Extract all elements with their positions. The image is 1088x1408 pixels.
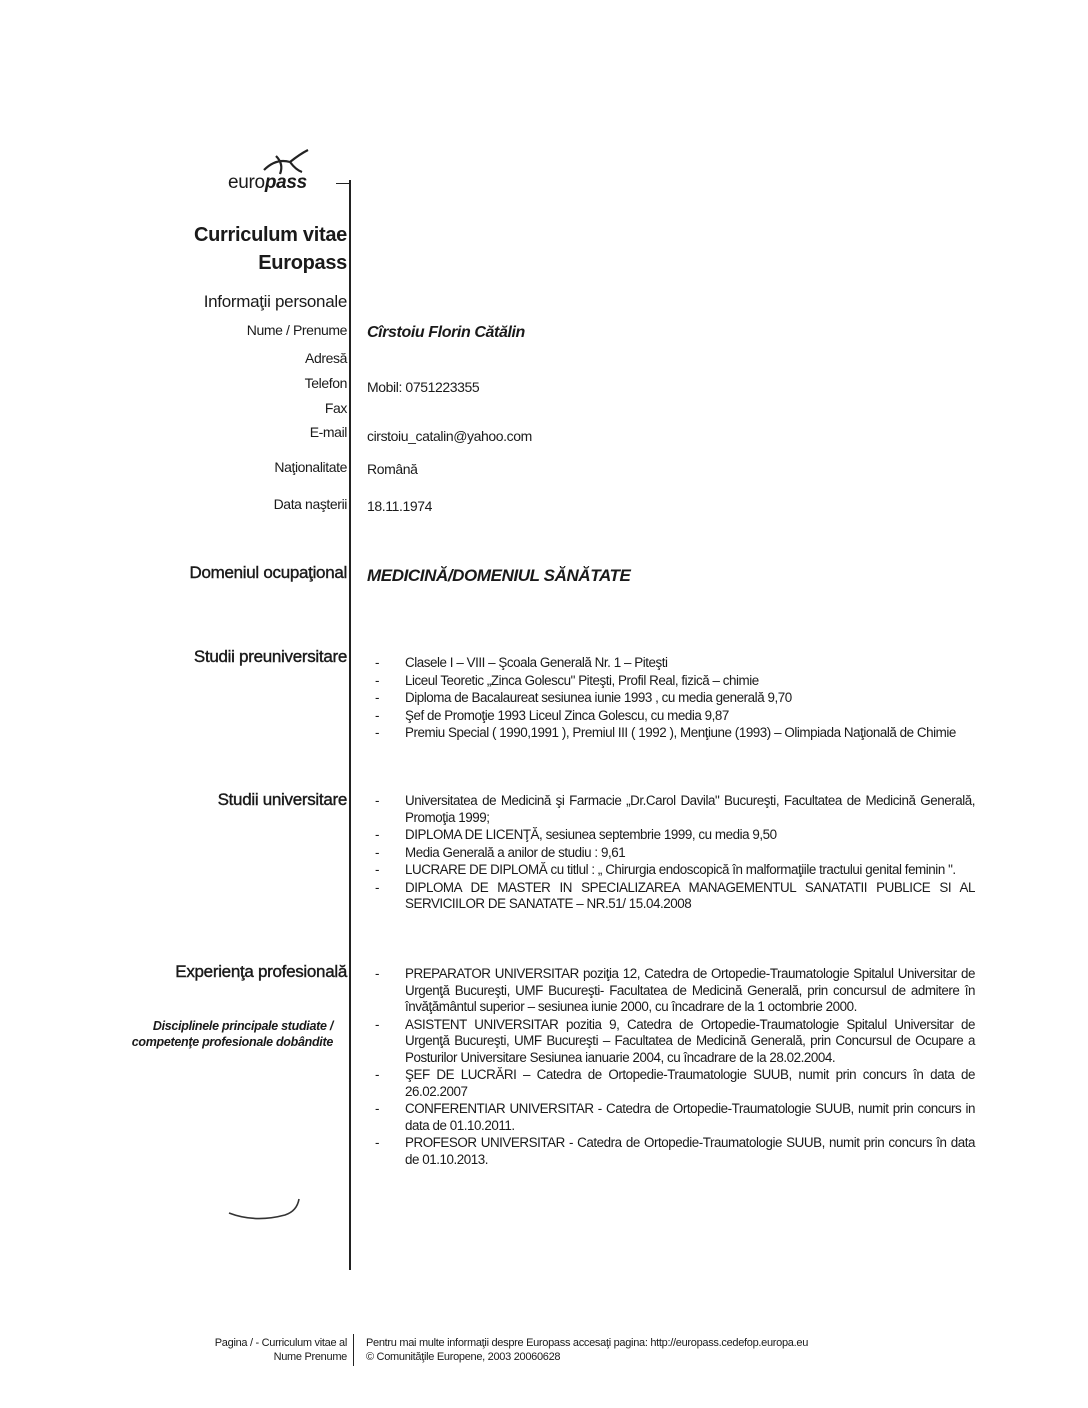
list-item: - DIPLOMA DE MASTER IN SPECIALIZAREA MANAGEMENTUL SANATATII PUBLICE SI AL SERVICIILOR DE SANATATE – NR.51/ 15.04.2008 <box>375 880 975 913</box>
list-item: - Diploma de Bacalaureat sesiunea iunie 1993 , cu media generală 9,70 <box>375 690 975 707</box>
cv-title-line2: Europass <box>258 252 347 274</box>
occupation-value: MEDICINĂ/DOMENIUL SĂNĂTATE <box>367 566 631 585</box>
univ-list <box>375 793 975 914</box>
footer-right-line2: © Comunităţile Europene, 2003 20060628 <box>366 1351 561 1363</box>
list-item: - Clasele I – VIII – Şcoala Generală Nr. 1 – Piteşti <box>375 655 975 672</box>
experience-subheading: Disciplinele principale studiate / competenţe profesionale dobândite <box>131 1019 333 1049</box>
list-item: - Universitatea de Medicină şi Farmacie „Dr.Carol Davila" Bucureşti, Facultatea de Medicină Generală, Promoţia 1999; <box>375 793 975 826</box>
value-birthdate: 18.11.1974 <box>367 498 433 514</box>
footer-left <box>215 1336 347 1364</box>
list-item: - PREPARATOR UNIVERSITAR poziţia 12, Catedra de Ortopedie-Traumatologie Spitalul Universitar de Urgenţă Bucureşti, UMF Bucureşti- Facultatea de Medicină Generală, prin concursul de admitere în învăţământul superior – sesiunea iunie 2000, cu încadrare de la 1 octombrie 2000. <box>375 966 975 1016</box>
occupation-heading: Domeniul ocupaţional <box>189 563 347 582</box>
list-item: - Media Generală a anilor de studiu : 9,61 <box>375 845 975 862</box>
footer-right <box>366 1336 808 1364</box>
label-email: E-mail <box>309 424 347 440</box>
label-name: Nume / Prenume <box>246 322 347 338</box>
list-item: - ŞEF DE LUCRĂRI – Catedra de Ortopedie-Traumatologie SUUB, numit prin concurs în data de 26.02.2007 <box>375 1067 975 1100</box>
footer-right-line1: Pentru mai multe informaţii despre Europass accesaţi pagina: http://europass.cedefop.europa.eu <box>366 1337 809 1349</box>
list-item: - Premiu Special ( 1990,1991 ), Premiul III ( 1992 ), Menţiune (1993) – Olimpiada Naţională de Chimie <box>375 725 975 742</box>
logo-text-italic: pass <box>264 172 307 193</box>
value-phone: Mobil: 0751223355 <box>367 379 480 395</box>
cv-title-line1: Curriculum vitae <box>193 224 347 246</box>
label-address: Adresă <box>305 350 347 366</box>
footer-divider <box>353 1334 354 1366</box>
label-nationality: Naţionalitate <box>274 459 347 475</box>
signature-mark-icon <box>225 1195 305 1225</box>
footer-left-line1: Pagina / - Curriculum vitae al <box>214 1337 347 1349</box>
footer-left-line2: Nume Prenume <box>273 1351 347 1363</box>
logo-text: euro <box>228 172 265 193</box>
list-item: - Liceul Teoretic „Zinca Golescu" Piteşti, Profil Real, fizică – chimie <box>375 673 975 690</box>
value-nationality: Română <box>367 461 418 477</box>
univ-heading: Studii universitare <box>217 790 347 809</box>
value-name: Cîrstoiu Florin Cătălin <box>367 324 525 341</box>
list-item: - LUCRARE DE DIPLOMĂ cu titlul : „ Chirurgia endoscopică în malformaţiile tractului genital feminin ". <box>375 862 975 879</box>
personal-info-heading: Informaţii personale <box>203 292 347 311</box>
list-item: - Şef de Promoţie 1993 Liceul Zinca Golescu, cu media 9,87 <box>375 708 975 725</box>
column-divider <box>349 180 351 1270</box>
list-item: - CONFERENTIAR UNIVERSITAR - Catedra de Ortopedie-Traumatologie SUUB, numit prin concurs in data de 01.10.2011. <box>375 1101 975 1134</box>
experience-list <box>375 966 975 1169</box>
value-email: cirstoiu_catalin@yahoo.com <box>367 428 532 444</box>
label-fax: Fax <box>324 400 347 416</box>
preuniv-list <box>375 655 975 743</box>
list-item: - DIPLOMA DE LICENŢĂ, sesiunea septembrie 1999, cu media 9,50 <box>375 827 975 844</box>
experience-heading: Experienţa profesională <box>175 962 347 981</box>
logo-rule <box>336 183 350 184</box>
preuniv-heading: Studii preuniversitare <box>193 647 347 666</box>
europass-logo <box>228 148 358 198</box>
label-phone: Telefon <box>304 375 347 391</box>
list-item: - ASISTENT UNIVERSITAR pozitia 9, Catedra de Ortopedie-Traumatologie Spitalul Universitar de Urgenţă Bucureşti, UMF Bucureşti – Facultatea de Medicină Generală, prin Concursul de Ocupare a Posturilor Universitare Sesiunea ianuarie 2004, cu încadrare de la 28.02.2004. <box>375 1017 975 1067</box>
list-item: - PROFESOR UNIVERSITAR - Catedra de Ortopedie-Traumatologie SUUB, numit prin concurs în data de 01.10.2013. <box>375 1135 975 1168</box>
label-birthdate: Data naşterii <box>273 496 347 512</box>
